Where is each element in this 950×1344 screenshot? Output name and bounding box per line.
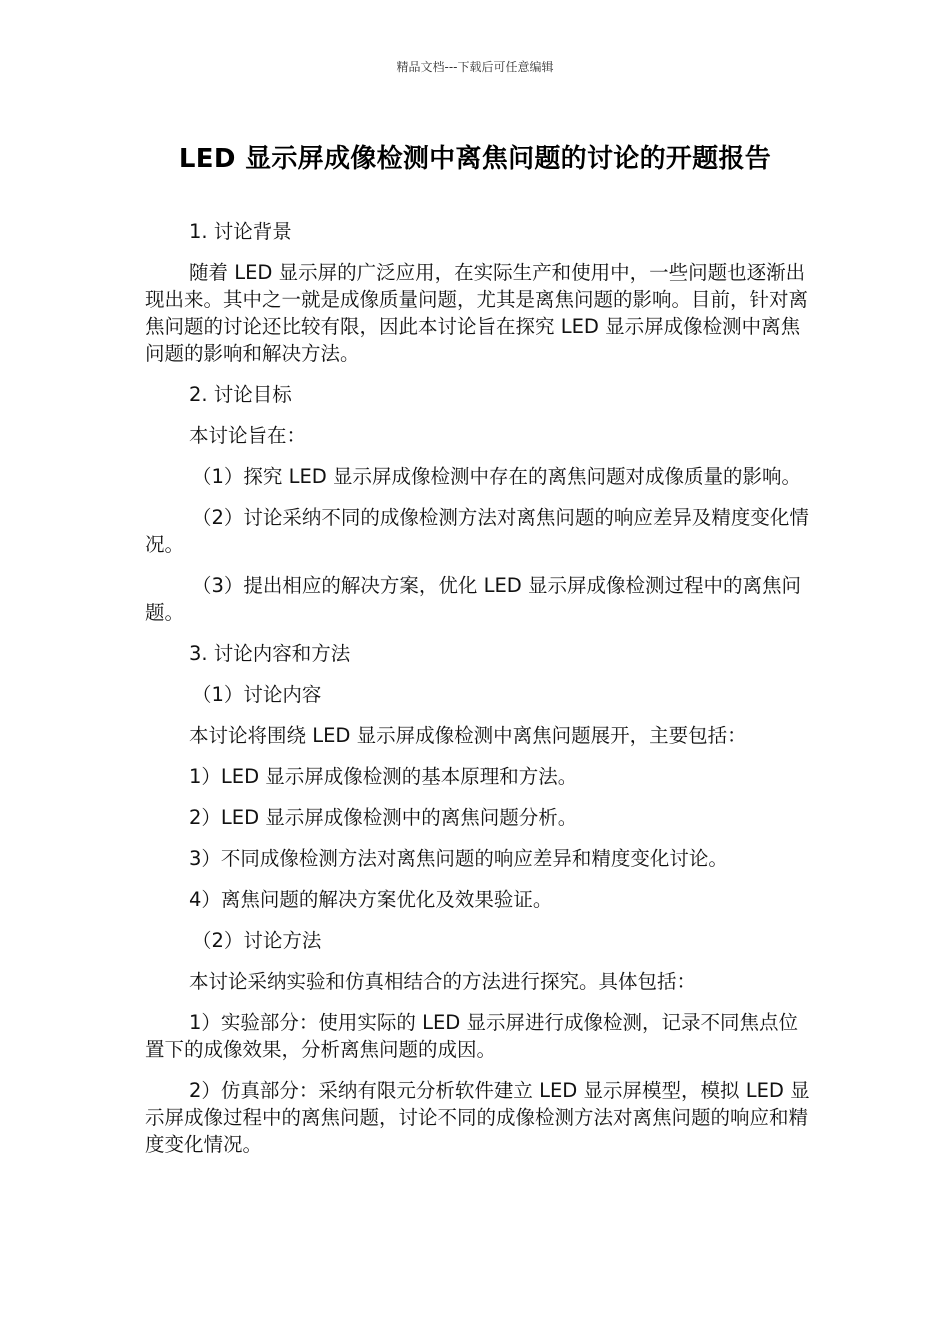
section-1-paragraph: 随着 LED 显示屏的广泛应用，在实际生产和使用中，一些问题也逐渐出现出来。其中之一就是成像质量问题，尤其是离焦问题的影响。目前，针对离焦问题的讨论还比较有限，因此本讨论旨在探究 LED 显示屏成像检测中离焦问题的影响和解决方法。 <box>145 261 809 365</box>
section-2-heading: 2. 讨论目标 <box>189 383 292 406</box>
subsection-content-heading: （1）讨论内容 <box>192 683 322 706</box>
goal-item-2: （2）讨论采纳不同的成像检测方法对离焦问题的响应差异及精度变化情况。 <box>145 506 809 556</box>
section-2-intro: 本讨论旨在： <box>189 424 307 447</box>
content-item-4: 4）离焦问题的解决方案优化及效果验证。 <box>189 888 553 911</box>
method-item-1: 1）实验部分：使用实际的 LED 显示屏进行成像检测，记录不同焦点位置下的成像效果，分析离焦问题的成因。 <box>145 1011 799 1061</box>
goal-item-1: （1）探究 LED 显示屏成像检测中存在的离焦问题对成像质量的影响。 <box>192 465 802 488</box>
method-intro: 本讨论采纳实验和仿真相结合的方法进行探究。具体包括： <box>189 970 697 993</box>
content-item-1: 1）LED 显示屏成像检测的基本原理和方法。 <box>189 765 578 788</box>
content-intro: 本讨论将围绕 LED 显示屏成像检测中离焦问题展开，主要包括： <box>189 724 747 747</box>
content-item-2: 2）LED 显示屏成像检测中的离焦问题分析。 <box>189 806 578 829</box>
content-item-3: 3）不同成像检测方法对离焦问题的响应差异和精度变化讨论。 <box>189 847 728 870</box>
document-title: LED 显示屏成像检测中离焦问题的讨论的开题报告 <box>178 144 772 174</box>
document-body <box>145 218 810 1172</box>
subsection-method-heading: （2）讨论方法 <box>192 929 322 952</box>
section-3-heading: 3. 讨论内容和方法 <box>189 642 351 665</box>
method-item-2: 2）仿真部分：采纳有限元分析软件建立 LED 显示屏模型，模拟 LED 显示屏成像过程中的离焦问题，讨论不同的成像检测方法对离焦问题的响应和精度变化情况。 <box>145 1079 810 1156</box>
header-note: 精品文档---下载后可任意编辑 <box>396 60 554 74</box>
section-1-heading: 1. 讨论背景 <box>189 220 292 243</box>
goal-item-3: （3）提出相应的解决方案，优化 LED 显示屏成像检测过程中的离焦问题。 <box>145 574 802 624</box>
